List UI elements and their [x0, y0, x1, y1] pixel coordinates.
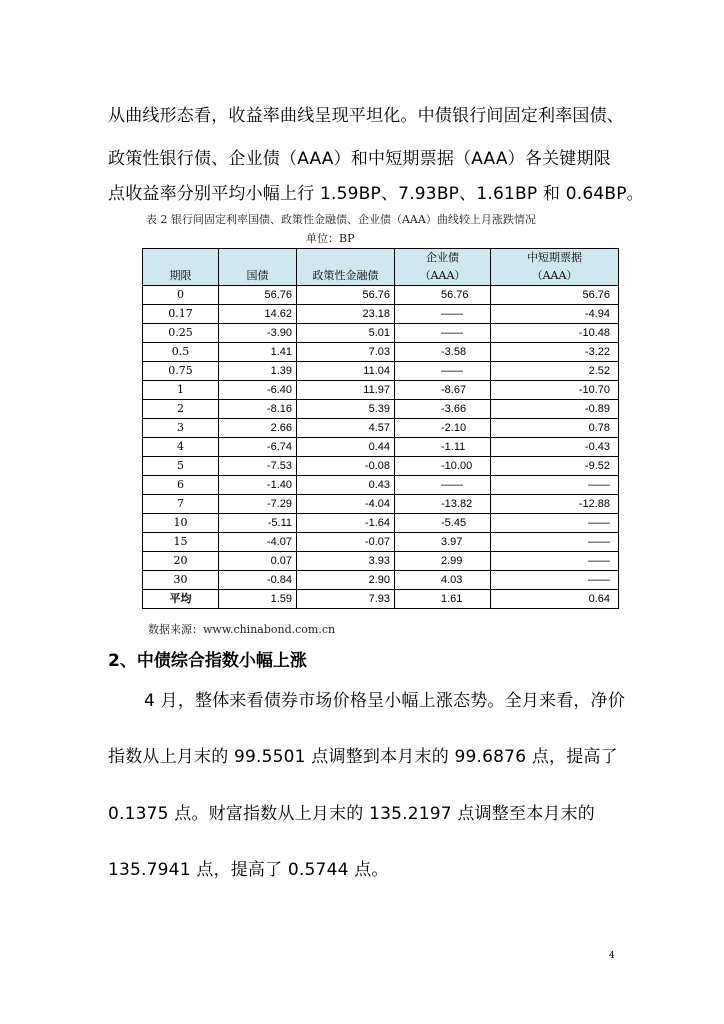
header-mtn-top: 中短期票据	[491, 249, 619, 268]
cell-gov: -6.74	[219, 438, 297, 457]
cell-gov: -3.90	[219, 324, 297, 343]
cell-gov: 14.62	[219, 305, 297, 324]
section-para-line-4: 135.7941 点，提高了 0.5744 点。	[108, 860, 389, 880]
cell-gov: -0.84	[219, 571, 297, 590]
cell-term: 0.75	[143, 362, 219, 381]
header-mtn-bottom: （AAA）	[491, 267, 619, 286]
cell-gov: 56.76	[219, 286, 297, 305]
cell-corp: -5.45	[395, 514, 491, 533]
cell-mtn: 56.76	[491, 286, 619, 305]
table-source: 数据来源：www.chinabond.com.cn	[148, 623, 336, 636]
table-row	[143, 324, 619, 343]
cell-term: 5	[143, 457, 219, 476]
table-row	[143, 514, 619, 533]
cell-term: 6	[143, 476, 219, 495]
cell-policy: 7.93	[297, 590, 395, 609]
cell-policy: -0.08	[297, 457, 395, 476]
section-para-line-2: 指数从上月末的 99.5501 点调整到本月末的 99.6876 点，提高了	[108, 747, 618, 767]
cell-policy: 3.93	[297, 552, 395, 571]
cell-gov: -6.40	[219, 381, 297, 400]
header-corp-top: 企业债	[395, 249, 491, 268]
page-number: 4	[609, 951, 615, 961]
cell-policy: -1.64	[297, 514, 395, 533]
table-row	[143, 552, 619, 571]
cell-corp: ——	[395, 476, 491, 495]
table-row	[143, 419, 619, 438]
cell-gov: 1.39	[219, 362, 297, 381]
header-term-spacer	[143, 249, 219, 268]
table-title: 表 2 银行间固定利率国债、政策性金融债、企业债（AAA）曲线较上月涨跌情况	[146, 213, 536, 226]
cell-policy: -0.07	[297, 533, 395, 552]
cell-mtn: -10.48	[491, 324, 619, 343]
cell-gov: -4.07	[219, 533, 297, 552]
cell-mtn: -12.88	[491, 495, 619, 514]
cell-mtn: -3.22	[491, 343, 619, 362]
table-body	[143, 286, 619, 609]
cell-policy: 2.90	[297, 571, 395, 590]
section-para-line-1: 4 月，整体来看债券市场价格呈小幅上涨态势。全月来看，净价	[144, 691, 626, 711]
cell-term: 0.17	[143, 305, 219, 324]
cell-corp: ——	[395, 324, 491, 343]
table-row	[143, 438, 619, 457]
cell-mtn: -0.43	[491, 438, 619, 457]
cell-corp: -13.82	[395, 495, 491, 514]
cell-corp: ——	[395, 362, 491, 381]
cell-corp: -2.10	[395, 419, 491, 438]
header-gov-spacer	[219, 249, 297, 268]
cell-term: 0	[143, 286, 219, 305]
cell-gov: -8.16	[219, 400, 297, 419]
cell-gov: -5.11	[219, 514, 297, 533]
cell-term: 7	[143, 495, 219, 514]
cell-corp: -3.58	[395, 343, 491, 362]
cell-mtn: ——	[491, 571, 619, 590]
cell-mtn: ——	[491, 476, 619, 495]
cell-term: 2	[143, 400, 219, 419]
cell-policy: 23.18	[297, 305, 395, 324]
cell-policy: 0.43	[297, 476, 395, 495]
cell-mtn: ——	[491, 552, 619, 571]
cell-mtn: -9.52	[491, 457, 619, 476]
cell-policy: 0.44	[297, 438, 395, 457]
table-row	[143, 476, 619, 495]
table-unit: 单位：BP	[306, 232, 355, 245]
cell-mtn: -10.70	[491, 381, 619, 400]
cell-corp: 3.97	[395, 533, 491, 552]
cell-term: 4	[143, 438, 219, 457]
header-gov: 国债	[219, 267, 297, 286]
cell-mtn: 2.52	[491, 362, 619, 381]
table-row	[143, 400, 619, 419]
section-para-line-3: 0.1375 点。财富指数从上月末的 135.2197 点调整至本月末的	[108, 804, 596, 824]
cell-corp: 2.99	[395, 552, 491, 571]
table-row	[143, 495, 619, 514]
table-row	[143, 362, 619, 381]
table-row	[143, 590, 619, 609]
yield-change-table	[142, 248, 619, 609]
cell-term: 30	[143, 571, 219, 590]
cell-gov: 2.66	[219, 419, 297, 438]
table-row	[143, 286, 619, 305]
cell-mtn: -4.94	[491, 305, 619, 324]
intro-line-3: 点收益率分别平均小幅上行 1.59BP、7.93BP、1.61BP 和 0.64BP。	[108, 184, 644, 204]
cell-term: 平均	[143, 590, 219, 609]
cell-corp: -8.67	[395, 381, 491, 400]
table-row	[143, 381, 619, 400]
header-policy-spacer	[297, 249, 395, 268]
cell-policy: 5.39	[297, 400, 395, 419]
cell-mtn: 0.78	[491, 419, 619, 438]
table-row	[143, 457, 619, 476]
cell-gov: -7.29	[219, 495, 297, 514]
intro-line-2: 政策性银行债、企业债（AAA）和中短期票据（AAA）各关键期限	[108, 149, 611, 169]
cell-gov: 0.07	[219, 552, 297, 571]
cell-term: 1	[143, 381, 219, 400]
cell-policy: 11.97	[297, 381, 395, 400]
table-row	[143, 343, 619, 362]
cell-mtn: ——	[491, 514, 619, 533]
cell-gov: -1.40	[219, 476, 297, 495]
cell-term: 3	[143, 419, 219, 438]
cell-policy: -4.04	[297, 495, 395, 514]
cell-term: 0.5	[143, 343, 219, 362]
header-corp-bottom: （AAA）	[395, 267, 491, 286]
cell-mtn: -0.89	[491, 400, 619, 419]
section-heading: 2、中债综合指数小幅上涨	[108, 651, 307, 671]
cell-policy: 5.01	[297, 324, 395, 343]
cell-mtn: 0.64	[491, 590, 619, 609]
cell-corp: 4.03	[395, 571, 491, 590]
table-row	[143, 533, 619, 552]
cell-corp: 56.76	[395, 286, 491, 305]
cell-corp: 1.61	[395, 590, 491, 609]
cell-term: 10	[143, 514, 219, 533]
cell-term: 20	[143, 552, 219, 571]
cell-mtn: ——	[491, 533, 619, 552]
table-row	[143, 571, 619, 590]
cell-corp: -3.66	[395, 400, 491, 419]
cell-term: 15	[143, 533, 219, 552]
cell-policy: 7.03	[297, 343, 395, 362]
cell-gov: 1.59	[219, 590, 297, 609]
cell-gov: -7.53	[219, 457, 297, 476]
header-term: 期限	[143, 267, 219, 286]
cell-policy: 11.04	[297, 362, 395, 381]
intro-line-1: 从曲线形态看，收益率曲线呈现平坦化。中债银行间固定利率国债、	[108, 106, 624, 126]
cell-gov: 1.41	[219, 343, 297, 362]
table-row	[143, 305, 619, 324]
cell-corp: ——	[395, 305, 491, 324]
cell-policy: 56.76	[297, 286, 395, 305]
header-policy: 政策性金融债	[297, 267, 395, 286]
cell-policy: 4.57	[297, 419, 395, 438]
cell-term: 0.25	[143, 324, 219, 343]
cell-corp: -1.11	[395, 438, 491, 457]
cell-corp: -10.00	[395, 457, 491, 476]
